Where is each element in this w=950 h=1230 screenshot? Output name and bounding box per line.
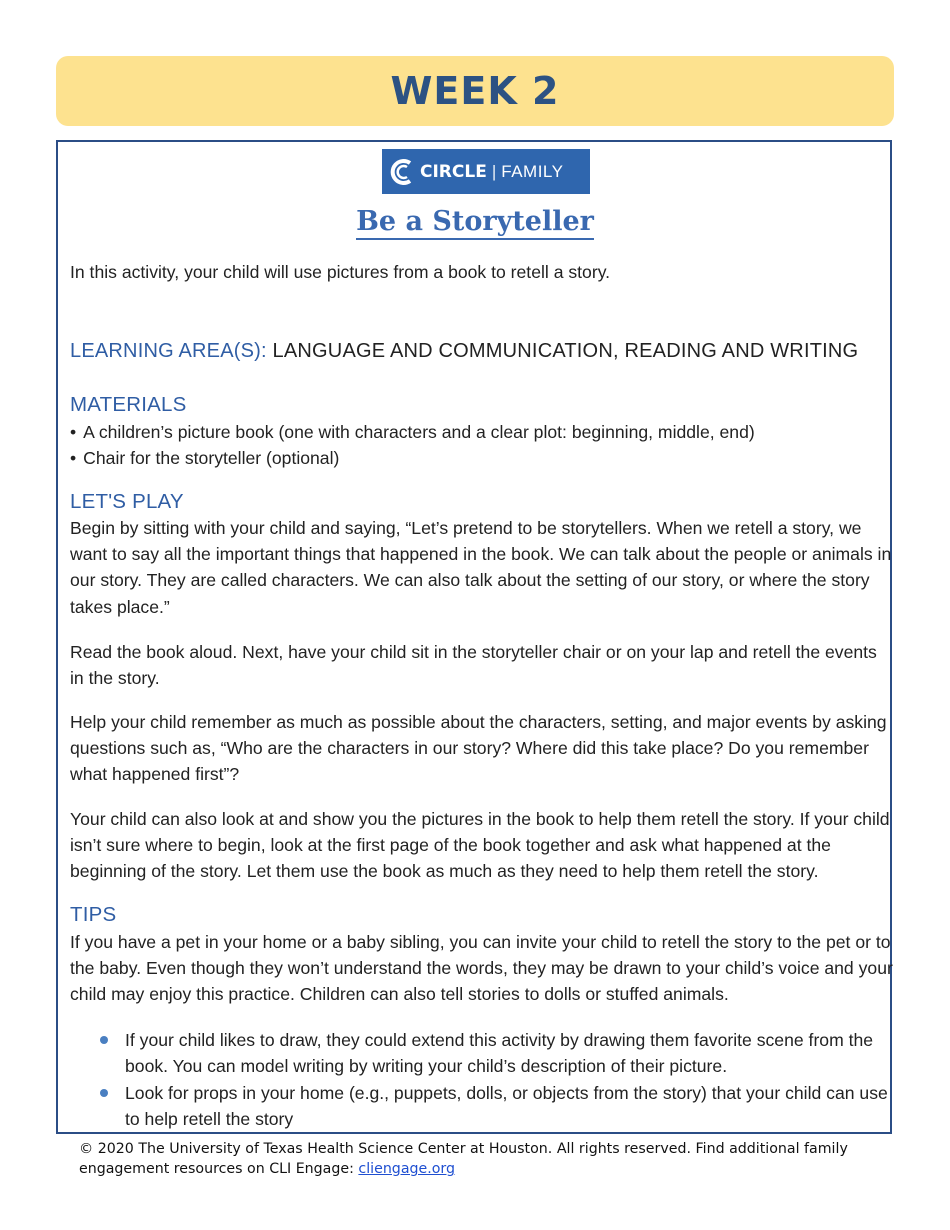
lets-play-paragraph: Read the book aloud. Next, have your child sit in the storyteller chair or on your lap and retell the events in the story. — [70, 642, 877, 689]
materials-heading: MATERIALS — [70, 393, 187, 416]
circle-family-logo — [382, 149, 590, 194]
list-item: Look for props in your home (e.g., puppets, dolls, or objects from the story) that your child can use to help retell the story — [98, 1080, 898, 1132]
cliengage-link[interactable]: cliengage.org — [358, 1161, 456, 1177]
lets-play-paragraph: Your child can also look at and show you the pictures in the book to help them retell the story. If your child isn’t sure where to begin, look at the first page of the book together and ask what happened at the beginning of the story. Let them use the book as much as they need to help them retell the story. — [70, 809, 890, 882]
week-title: WEEK 2 — [390, 69, 560, 113]
activity-title: Be a Storyteller — [356, 206, 594, 240]
learning-areas — [70, 340, 858, 363]
list-item: If your child likes to draw, they could extend this activity by drawing them favorite scene from the book. You can model writing by writing your child’s description of their picture. — [98, 1027, 898, 1079]
activity-title-wrap — [0, 206, 950, 237]
activity-intro: In this activity, your child will use pictures from a book to retell a story. — [70, 262, 611, 282]
logo-separator: | — [491, 161, 497, 181]
lets-play-heading: LET'S PLAY — [70, 490, 184, 513]
tips-paragraph: If you have a pet in your home or a baby sibling, you can invite your child to retell the story to the pet or to the baby. Even though they won’t understand the words, they may be drawn to your child’s voice and your child may enjoy this practice. Children can also tell stories to dolls or stuffed animals. — [70, 932, 893, 1005]
logo-word: CIRCLE — [420, 161, 487, 182]
learning-areas-label: LEARNING AREA(S): — [70, 340, 267, 362]
circle-logo-icon — [388, 157, 418, 187]
lets-play-paragraph: Begin by sitting with your child and saying, “Let’s pretend to be storytellers. When we retell a story, we want to say all the important things that happened in the book. We can talk about the people or animals in our story. They are called characters. We can also talk about the setting of our story, or where the story takes place.” — [70, 518, 892, 617]
list-item: • Chair for the storyteller (optional) — [70, 445, 890, 471]
materials-list — [70, 419, 890, 471]
lets-play-paragraph: Help your child remember as much as possible about the characters, setting, and major events by asking questions such as, “Who are the characters in our story? Where did this take place? Do you remember what happened first”? — [70, 712, 887, 785]
footer — [79, 1139, 879, 1179]
footer-text: © 2020 The University of Texas Health Science Center at Houston. All rights reserved. Find additional family engagement resources on CLI Engage: — [79, 1141, 848, 1177]
week-banner — [56, 56, 894, 126]
tips-list — [98, 1027, 898, 1133]
learning-areas-value: LANGUAGE AND COMMUNICATION, READING AND WRITING — [272, 340, 859, 362]
list-item: • A children’s picture book (one with characters and a clear plot: beginning, middle, end) — [70, 419, 890, 445]
logo-family: FAMILY — [501, 161, 564, 181]
tips-heading: TIPS — [70, 903, 117, 926]
